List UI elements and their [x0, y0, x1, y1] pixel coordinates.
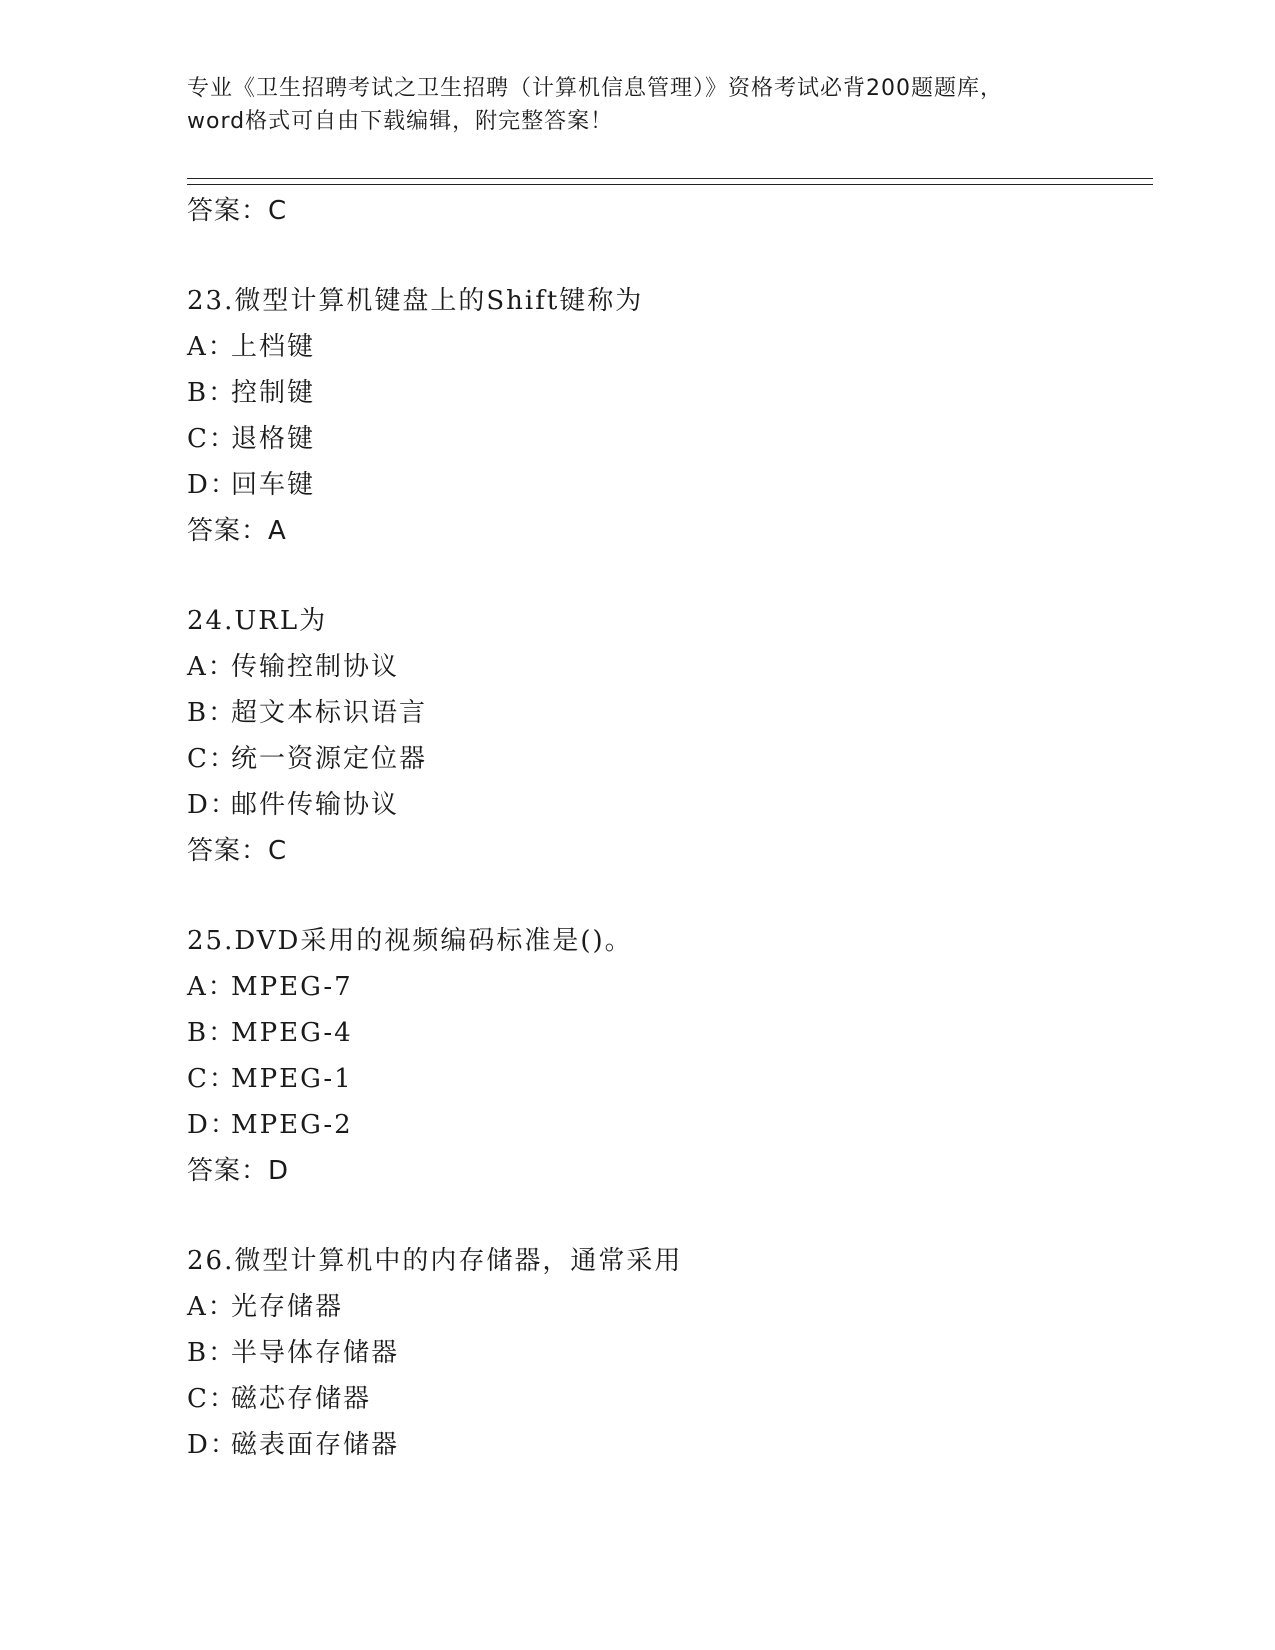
option-text: 半导体存储器: [231, 1338, 400, 1368]
header-divider-top: [187, 178, 1153, 179]
option-text: MPEG-2: [231, 1110, 353, 1140]
answer-line: 答案：A: [187, 516, 287, 546]
answer-line: 答案：C: [187, 836, 288, 866]
option-letter: A：: [187, 652, 236, 682]
question-title: 25.DVD采用的视频编码标准是()。: [187, 926, 633, 956]
option-letter: D：: [187, 470, 238, 500]
option-text: 光存储器: [231, 1292, 344, 1322]
spacer: [187, 234, 1147, 278]
option-text: 回车键: [231, 470, 316, 500]
option-b: [187, 370, 1147, 416]
option-a: [187, 324, 1147, 370]
option-text: 统一资源定位器: [231, 744, 428, 774]
option-letter: A：: [187, 332, 236, 362]
question-block: [187, 278, 1147, 554]
option-b: [187, 1010, 1147, 1056]
spacer: [187, 1194, 1147, 1238]
header-line-1: 专业《卫生招聘考试之卫生招聘（计算机信息管理）》资格考试必背200题题库，: [187, 76, 1003, 101]
option-text: MPEG-4: [231, 1018, 353, 1048]
option-b: [187, 1330, 1147, 1376]
option-c: [187, 416, 1147, 462]
option-text: 传输控制协议: [231, 652, 400, 682]
option-a: [187, 644, 1147, 690]
option-text: MPEG-7: [231, 972, 353, 1002]
option-a: [187, 964, 1147, 1010]
spacer: [187, 554, 1147, 598]
answer-line: 答案：D: [187, 1156, 290, 1186]
header-line-2: word格式可自由下载编辑，附完整答案！: [187, 109, 614, 134]
option-letter: B：: [187, 378, 237, 408]
option-text: 磁芯存储器: [231, 1384, 372, 1414]
spacer: [187, 874, 1147, 918]
option-text: 退格键: [231, 424, 316, 454]
option-letter: C：: [187, 1384, 237, 1414]
option-letter: B：: [187, 1018, 237, 1048]
option-letter: D：: [187, 1110, 238, 1140]
option-text: 超文本标识语言: [231, 698, 428, 728]
option-text: 邮件传输协议: [231, 790, 400, 820]
option-c: [187, 1376, 1147, 1422]
option-letter: B：: [187, 1338, 237, 1368]
option-a: [187, 1284, 1147, 1330]
option-letter: C：: [187, 744, 237, 774]
question-title: 23.微型计算机键盘上的Shift键称为: [187, 286, 644, 316]
option-letter: C：: [187, 424, 237, 454]
option-letter: A：: [187, 972, 236, 1002]
question-list: [187, 188, 1147, 1468]
question-title: 26.微型计算机中的内存储器，通常采用: [187, 1246, 683, 1276]
header-divider-bottom: [187, 184, 1153, 185]
option-text: MPEG-1: [231, 1064, 353, 1094]
option-d: [187, 1422, 1147, 1468]
question-block: [187, 918, 1147, 1194]
document-header: [187, 72, 1087, 138]
option-letter: D：: [187, 790, 238, 820]
question-block: [187, 598, 1147, 874]
option-d: [187, 782, 1147, 828]
option-c: [187, 1056, 1147, 1102]
option-letter: D：: [187, 1430, 238, 1460]
option-text: 磁表面存储器: [231, 1430, 400, 1460]
question-block: [187, 1238, 1147, 1468]
option-text: 上档键: [231, 332, 316, 362]
option-letter: C：: [187, 1064, 237, 1094]
previous-answer: 答案：C: [187, 196, 288, 226]
option-text: 控制键: [231, 378, 316, 408]
option-letter: A：: [187, 1292, 236, 1322]
question-title: 24.URL为: [187, 606, 328, 636]
option-d: [187, 462, 1147, 508]
option-d: [187, 1102, 1147, 1148]
option-letter: B：: [187, 698, 237, 728]
option-b: [187, 690, 1147, 736]
option-c: [187, 736, 1147, 782]
